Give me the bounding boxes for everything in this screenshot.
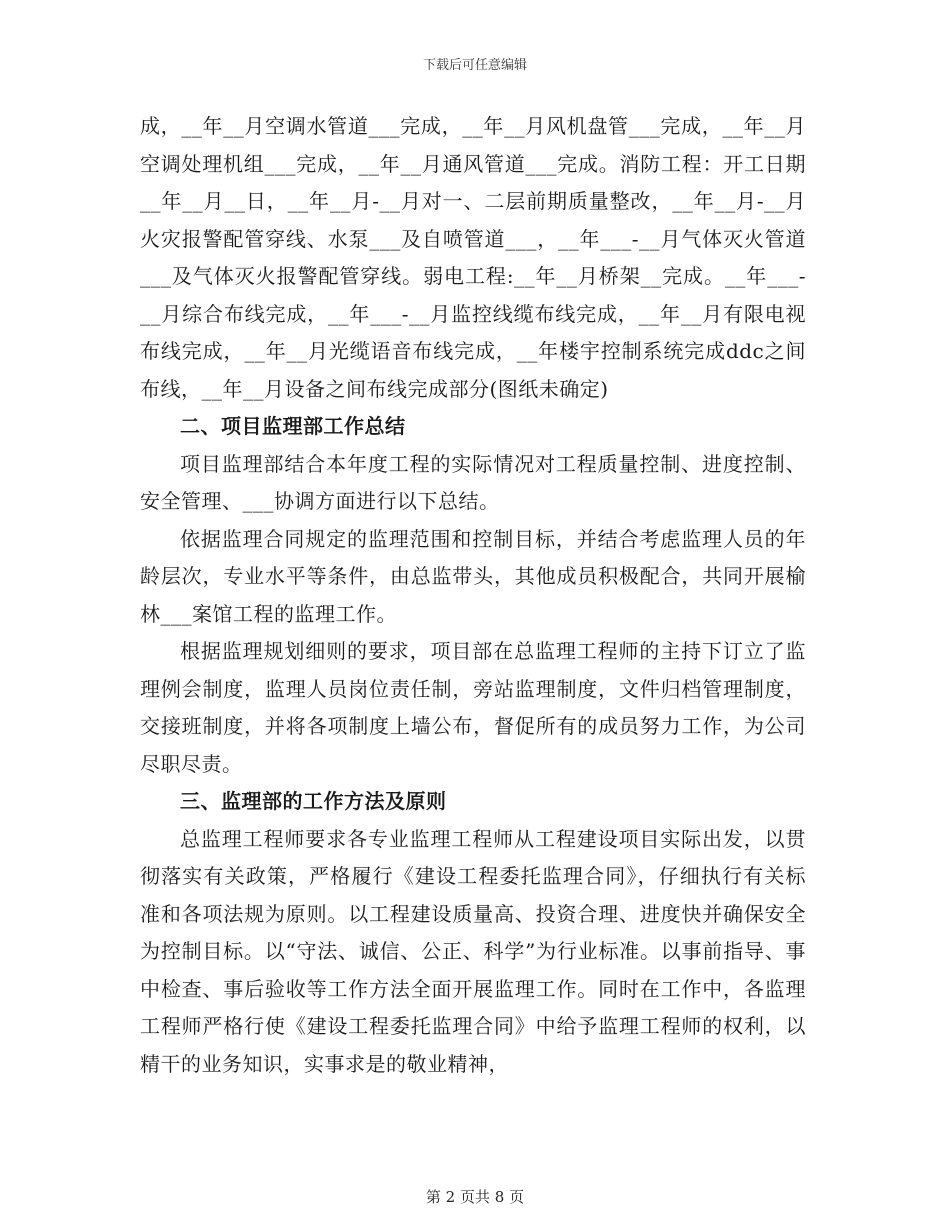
document-body bbox=[140, 108, 806, 1083]
section2-paragraph-1: 项目监理部结合本年度工程的实际情况对工程质量控制、进度控制、安全管理、___协调方面进行以下总结。 bbox=[140, 451, 806, 513]
section-heading-3: 三、监理部的工作方法及原则 bbox=[180, 789, 447, 813]
page-footer: 第 2 页共 8 页 bbox=[425, 1188, 525, 1206]
section2-paragraph-2: 依据监理合同规定的监理范围和控制目标，并结合考虑监理人员的年龄层次，专业水平等条件，由总监带头，其他成员积极配合，共同开展榆林___案馆工程的监理工作。 bbox=[140, 526, 806, 626]
continuation-paragraph: 成，__年__月空调水管道___完成，__年__月风机盘管___完成，__年__月空调处理机组___完成，__年__月通风管道___完成。消防工程：开工日期__年__月__日，__年__月-__月对一、二层前期质量整改，__年__月-__月火灾报警配管穿线、水泵___及自喷管道___，__年___-__月气体灭火管道___及气体灭火报警配管穿线。弱电工程:__年__月桥架__完成。__年___-__月综合布线完成，__年___-__月监控线缆布线完成，__年__月有限电视布线完成，__年__月光缆语音布线完成，__年楼宇控制系统完成ddc之间布线，__年__月设备之间布线完成部分(图纸未确定) bbox=[140, 114, 806, 401]
section2-paragraph-3: 根据监理规划细则的要求，项目部在总监理工程师的主持下订立了监理例会制度，监理人员岗位责任制，旁站监理制度，文件归档管理制度，交接班制度，并将各项制度上墙公布，督促所有的成员努力工作，为公司尽职尽责。 bbox=[140, 639, 806, 776]
page-header: 下载后可任意编辑 bbox=[422, 58, 527, 73]
section3-paragraph-1: 总监理工程师要求各专业监理工程师从工程建设项目实际出发，以贯彻落实有关政策，严格履行《建设工程委托监理合同》，仔细执行有关标准和各项法规为原则。以工程建设质量高、投资合理、进度快并确保安全为控制目标。以“守法、诚信、公正、科学”为行业标准。以事前指导、事中检查、事后验收等工作方法全面开展监理工作。同时在工作中，各监理工程师严格行使《建设工程委托监理合同》中给予监理工程师的权利，以精干的业务知识，实事求是的敬业精神， bbox=[140, 826, 806, 1076]
section-heading-2: 二、项目监理部工作总结 bbox=[180, 414, 406, 438]
